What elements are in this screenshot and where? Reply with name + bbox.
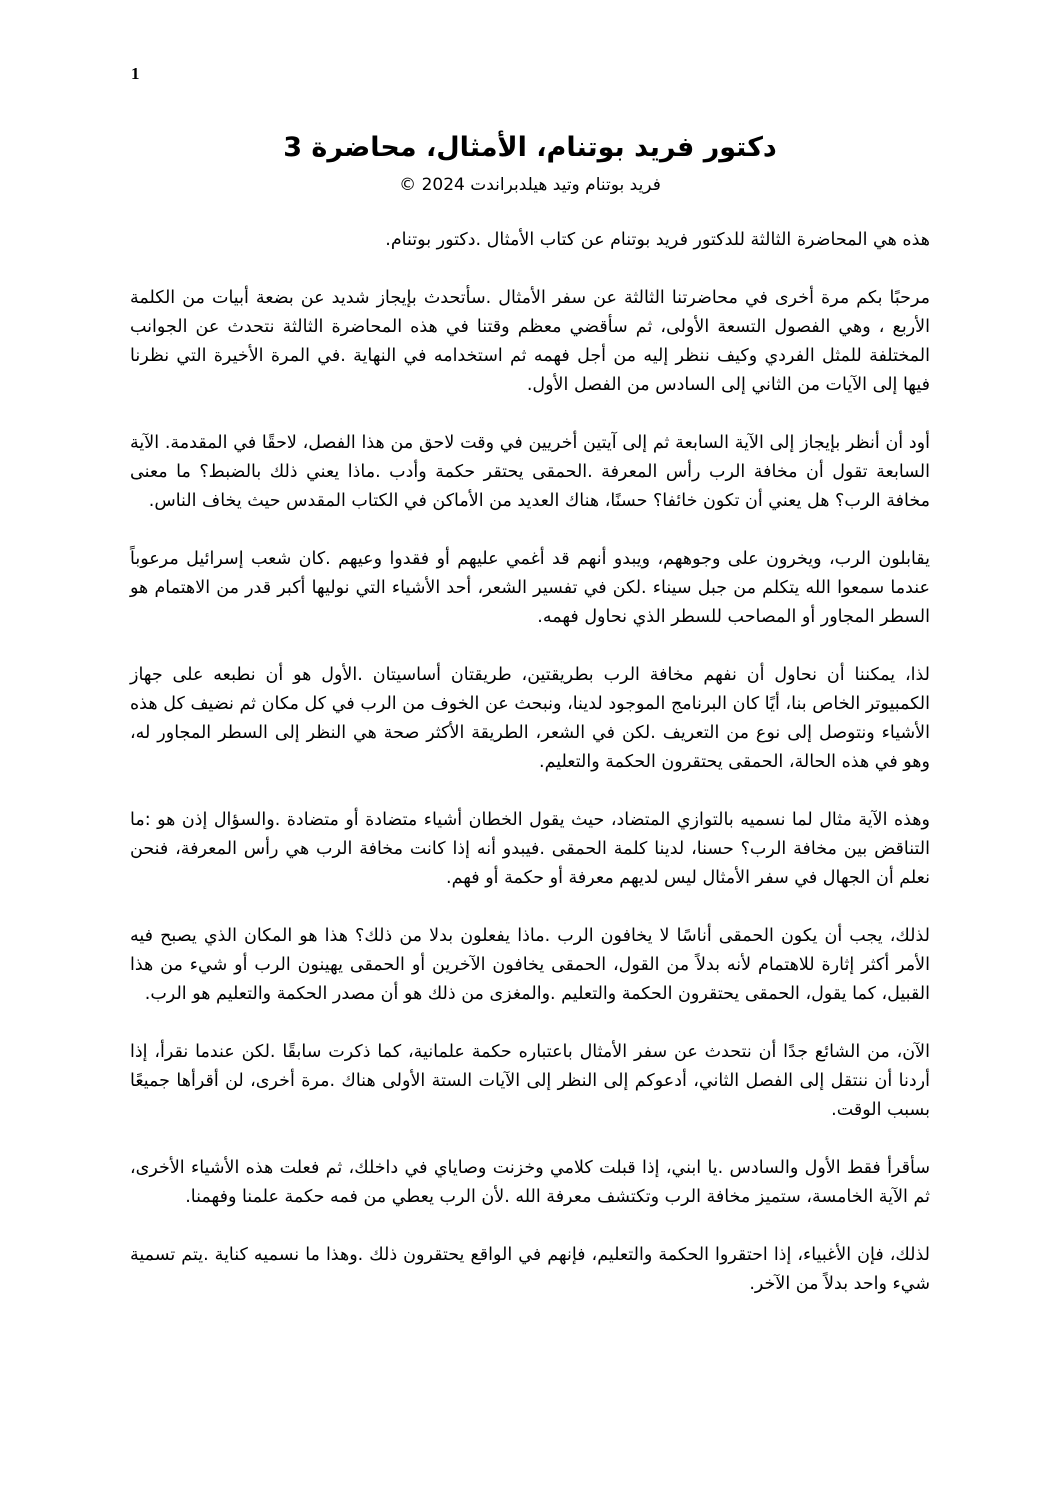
paragraph: سأقرأ فقط الأول والسادس .يا ابني، إذا قبلت كلامي وخزنت وصاياي في داخلك، ثم فعلت هذه الأشياء الأخرى، ثم الآية الخامسة، ستميز مخافة الرب وتكتشف معرفة الله .لأن الرب يعطي من فمه حكمة علمنا وفهمنا. xyxy=(130,1158,930,1207)
paragraph: مرحبًا بكم مرة أخرى في محاضرتنا الثالثة عن سفر الأمثال .سأتحدث بإيجاز شديد عن بضعة أبيات من الكلمة الأربع ، وهي الفصول التسعة الأولى، ثم سأقضي معظم وقتنا في هذه المحاضرة الثالثة نتحدث عن الجوانب المختلفة للمثل الفردي وكيف ننظر إليه من أجل فهمه ثم استخدامه في النهاية .في المرة الأخيرة التي نظرنا فيها إلى الآيات من الثاني إلى السادس من الفصل الأول. xyxy=(130,288,930,395)
paragraph: أود أن أنظر بإيجاز إلى الآية السابعة ثم إلى آيتين أخريين في وقت لاحق من هذا الفصل، لاحقًا في المقدمة. الآية السابعة تقول أن مخافة الرب رأس المعرفة .الحمقى يحتقر حكمة وأدب .ماذا يعني ذلك بالضبط؟ ما معنى مخافة الرب؟ هل يعني أن تكون خائفا؟ حسنًا، هناك العديد من الأماكن في الكتاب المقدس حيث يخاف الناس. xyxy=(130,433,930,511)
paragraph: لذلك، فإن الأغبياء، إذا احتقروا الحكمة والتعليم، فإنهم في الواقع يحتقرون ذلك .وهذا ما نسميه كناية .يتم تسمية شيء واحد بدلاً من الآخر. xyxy=(130,1245,930,1294)
document-body xyxy=(130,226,930,1328)
page-number: 1 xyxy=(131,64,140,83)
paragraph: لذا، يمكننا أن نحاول أن نفهم مخافة الرب بطريقتين، طريقتان أساسيتان .الأول هو أن نطبعه على جهاز الكمبيوتر الخاص بنا، أيًا كان البرنامج الموجود لدينا، ونبحث عن الخوف من الرب في كل مكان ثم نضيف كل هذه الأشياء ونتوصل إلى نوع من التعريف .لكن في الشعر، الطريقة الأكثر صحة هي النظر إلى السطر المجاور له، وهو في هذه الحالة، الحمقى يحتقرون الحكمة والتعليم. xyxy=(130,665,930,772)
paragraph: الآن، من الشائع جدًا أن نتحدث عن سفر الأمثال باعتباره حكمة علمانية، كما ذكرت سابقًا .لكن عندما نقرأ، إذا أردنا أن ننتقل إلى الفصل الثاني، أدعوكم إلى النظر إلى الآيات الستة الأولى هناك .مرة أخرى، لن أقرأها جميعًا بسبب الوقت. xyxy=(130,1042,930,1120)
paragraph-intro: هذه هي المحاضرة الثالثة للدكتور فريد بوتنام عن كتاب الأمثال .دكتور بوتنام. xyxy=(385,230,930,250)
document-title: دكتور فريد بوتنام، الأمثال، محاضرة 3 xyxy=(283,132,777,163)
paragraph: يقابلون الرب، ويخرون على وجوههم، ويبدو أنهم قد أغمي عليهم أو فقدوا وعيهم .كان شعب إسرائيل مرعوباً عندما سمعوا الله يتكلم من جبل سيناء .لكن في تفسير الشعر، أحد الأشياء التي نوليها أكبر قدر من الاهتمام هو السطر المجاور أو المصاحب للسطر الذي نحاول فهمه. xyxy=(130,549,930,627)
document-subtitle: فريد بوتنام وتيد هيلدبراندت 2024 © xyxy=(399,175,661,195)
paragraph: وهذه الآية مثال لما نسميه بالتوازي المتضاد، حيث يقول الخطان أشياء متضادة أو متضادة .والسؤال إذن هو :ما التناقض بين مخافة الرب؟ حسنا، لدينا كلمة الحمقى .فيبدو أنه إذا كانت مخافة الرب هي رأس المعرفة، فنحن نعلم أن الجهال في سفر الأمثال ليس لديهم معرفة أو حكمة أو فهم. xyxy=(130,810,930,888)
paragraph: لذلك، يجب أن يكون الحمقى أناسًا لا يخافون الرب .ماذا يفعلون بدلا من ذلك؟ هذا هو المكان الذي يصبح فيه الأمر أكثر إثارة للاهتمام لأنه بدلاً من القول، الحمقى يخافون الآخرين أو الحمقى يهينون الرب أو شيء من هذا القبيل، كما يقول، الحمقى يحتقرون الحكمة والتعليم .والمغزى من ذلك هو أن مصدر الحكمة والتعليم هو الرب. xyxy=(130,926,930,1004)
